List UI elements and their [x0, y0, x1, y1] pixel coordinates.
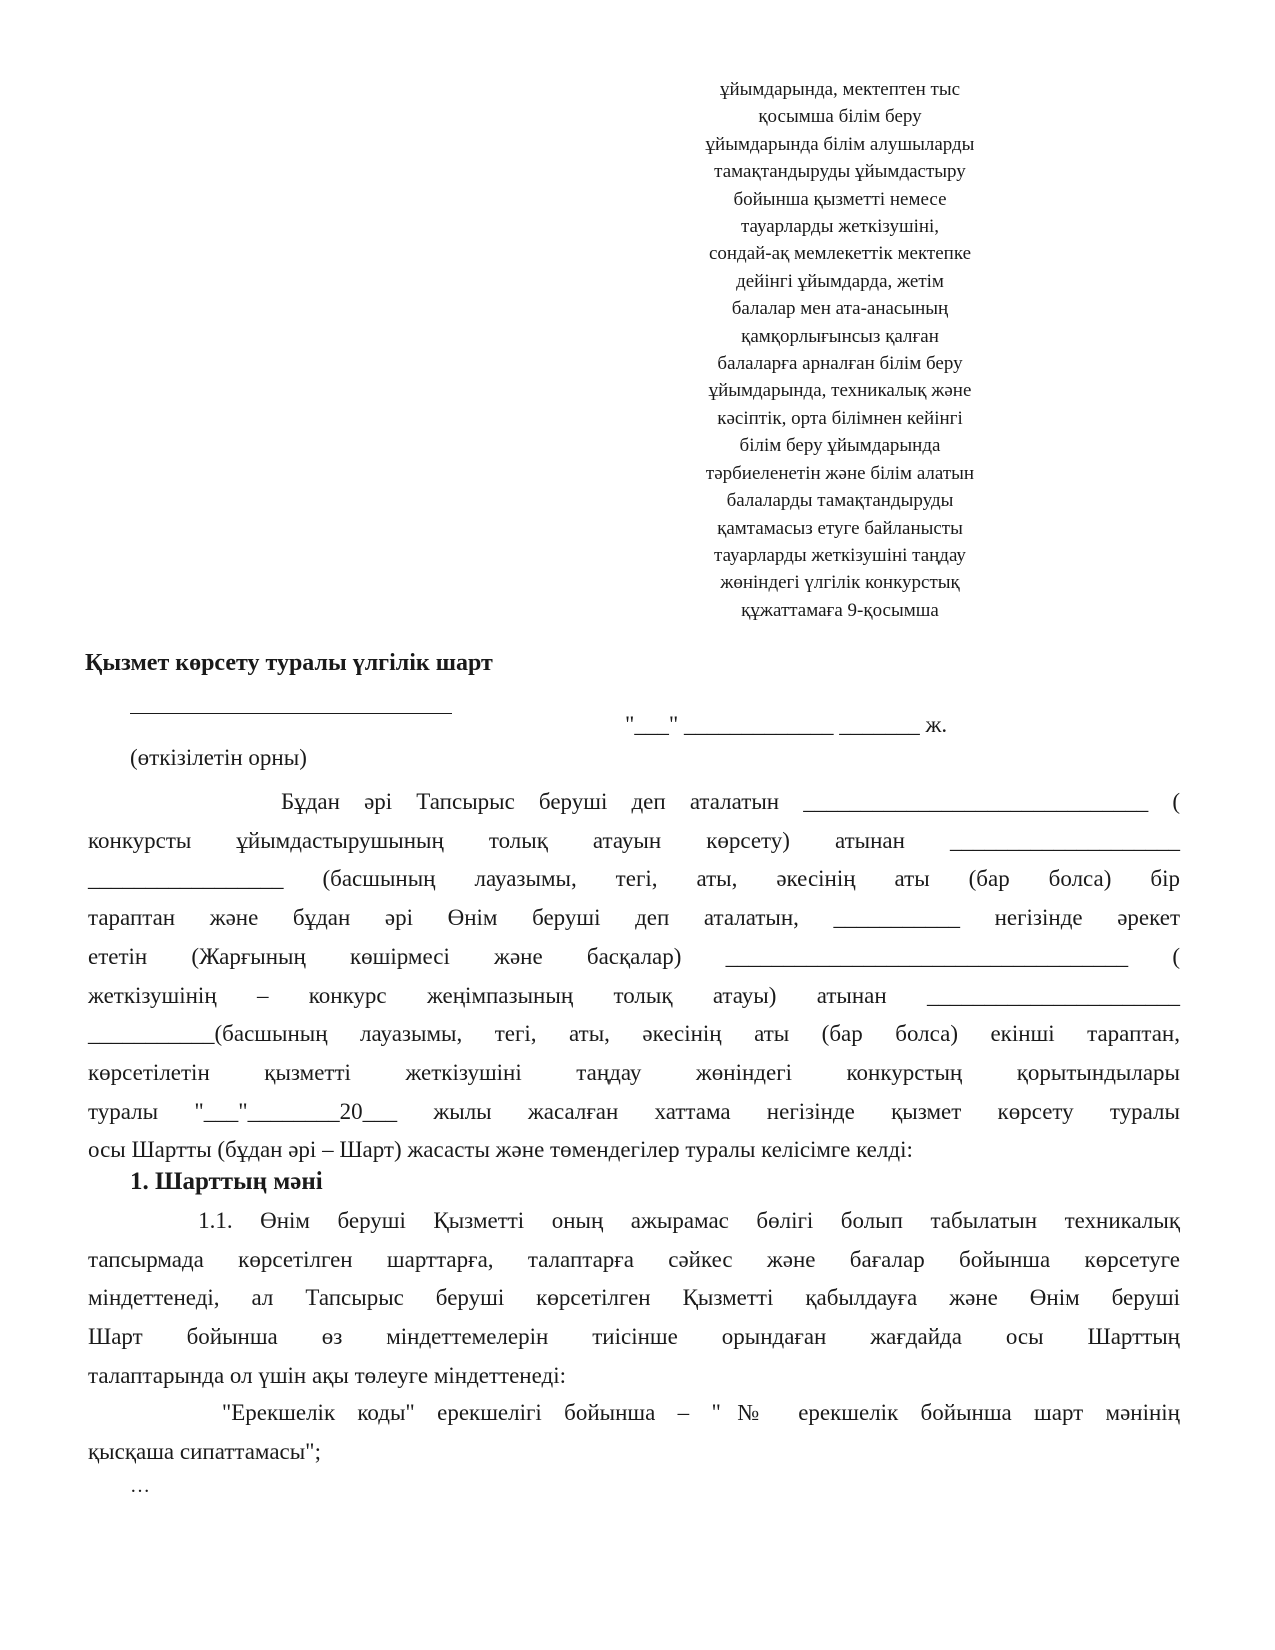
preamble-line: конкурсты ұйымдастырушының толық атауын көрсету) атынан ____________________ [88, 827, 1180, 853]
preamble-line: ___________(басшының лауазымы, тегі, аты, әкесінің аты (бар болса) екінші тараптан, [88, 1021, 1180, 1047]
document-title: Қызмет көрсету туралы үлгілік шарт [85, 650, 493, 676]
appendix-note-line: бойынша қызметті немесе [733, 188, 947, 210]
appendix-note-line: құжаттамаға 9-қосымша [741, 599, 939, 621]
appendix-note-line: жөніндегі үлгілік конкурстық [720, 572, 960, 594]
preamble-line: ететін (Жарғының көшірмесі және басқалар) ___________________________________ ( [88, 943, 1180, 969]
appendix-note-line: балалар мен ата-анасының [731, 298, 949, 320]
appendix-note-line: ұйымдарында, мектептен тыс [719, 79, 961, 100]
specification-paragraph [88, 1394, 1180, 1471]
specification-line: "Ерекшелік коды" ерекшелігі бойынша – "№ ерекшелік бойынша шарт мәнінің [88, 1400, 1180, 1425]
clause-line: 1.1. Өнім беруші Қызметті оның ажырамас бөлігі болып табылатын техникалық [88, 1208, 1180, 1233]
preamble-line: _________________ (басшының лауазымы, тегі, аты, әкесінің аты (бар болса) бір [88, 866, 1180, 892]
continuation-ellipsis: … [130, 1475, 152, 1497]
appendix-note-line: дейінгі ұйымдарда, жетім [736, 270, 944, 292]
appendix-note [690, 76, 990, 624]
appendix-note-line: ұйымдарында, техникалық және [708, 380, 972, 402]
appendix-note-line: тауарларды жеткізушіні, [740, 216, 940, 238]
place-caption: (өткізілетін орны) [130, 745, 307, 770]
clause-1-1-paragraph [88, 1202, 1180, 1396]
clause-line: талаптарында ол үшін ақы төлеуге міндеттенеді: [88, 1362, 566, 1388]
appendix-note-line: қамтамасыз етуге байланысты [717, 517, 963, 539]
preamble-line: туралы "___"________20___ жылы жасалған хаттама негізінде қызмет көрсету туралы [88, 1098, 1180, 1124]
appendix-note-line: қамқорлығынсыз қалған [741, 325, 939, 347]
appendix-note-line: балаларға арналған білім беру [717, 353, 963, 375]
appendix-note-line: тауарларды жеткізушіні таңдау [714, 544, 966, 566]
preamble-line: Бұдан әрі Тапсырыс беруші деп аталатын ______________________________ ( [88, 789, 1180, 814]
clause-line: тапсырмада көрсетілген шарттарға, талаптарға сәйкес және бағалар бойынша көрсетуге [88, 1246, 1180, 1272]
appendix-note-line: ұйымдарында білім алушыларды [705, 133, 975, 155]
appendix-note-line: сондай-ақ мемлекеттік мектепке [708, 243, 972, 265]
specification-line: қысқаша сипаттамасы"; [88, 1438, 321, 1464]
appendix-note-line: тамақтандыруды ұйымдастыру [714, 161, 966, 183]
appendix-note-line: білім беру ұйымдарында [739, 435, 941, 457]
clause-line: міндеттенеді, ал Тапсырыс беруші көрсетілген Қызметті қабылдауға және Өнім беруші [88, 1285, 1180, 1311]
section-heading: 1. Шарттың мәні [130, 1168, 323, 1195]
appendix-note-line: кәсіптік, орта білімнен кейінгі [717, 407, 963, 429]
place-blank-line [130, 713, 452, 714]
preamble-line: көрсетілетін қызметті жеткізушіні таңдау жөніндегі конкурстың қорытындылары [88, 1059, 1180, 1085]
preamble-line: осы Шартты (бұдан әрі – Шарт) жасасты және төмендегілер туралы келісімге келді: [88, 1137, 913, 1163]
appendix-note-line: балаларды тамақтандыруды [726, 490, 954, 512]
appendix-note-line: қосымша білім беру [758, 106, 922, 128]
date-blank-line: "___" _____________ _______ ж. [625, 712, 948, 737]
preamble-line: жеткізушінің – конкурс жеңімпазының толық атауы) атынан ______________________ [88, 982, 1180, 1008]
appendix-note-line: тәрбиеленетін және білім алатын [705, 462, 975, 484]
preamble-line: тараптан және бұдан әрі Өнім беруші деп аталатын, ___________ негізінде әрекет [88, 905, 1180, 931]
preamble-paragraph [88, 783, 1180, 1170]
clause-line: Шарт бойынша өз міндеттемелерін тиісінше орындаған жағдайда осы Шарттың [88, 1324, 1180, 1350]
